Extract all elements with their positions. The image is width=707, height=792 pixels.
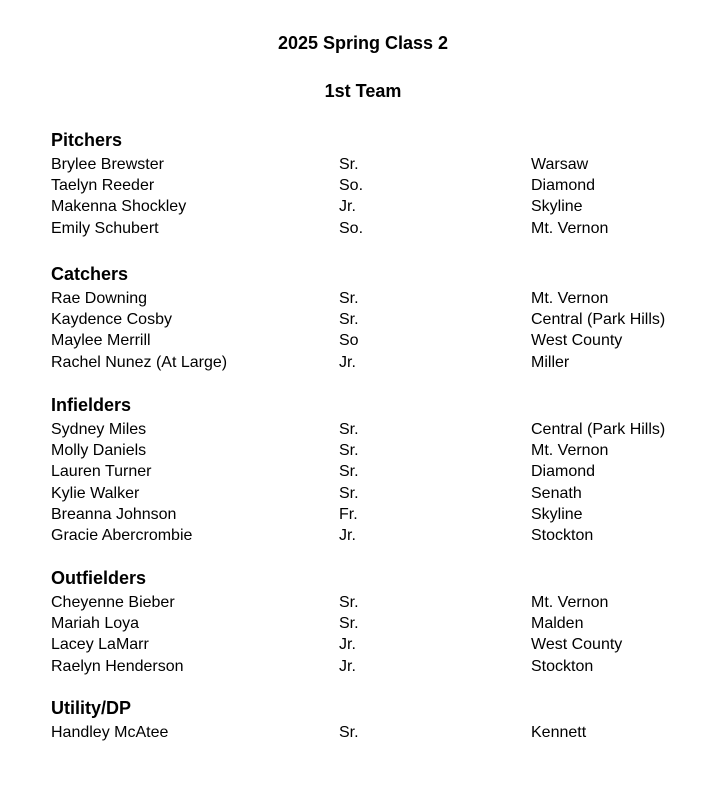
player-row [51, 483, 691, 504]
player-row [51, 592, 691, 613]
section-heading: Outfielders [51, 568, 147, 588]
player-year: Jr. [339, 657, 356, 675]
player-name: Cheyenne Bieber [51, 594, 175, 611]
player-school: West County [531, 636, 623, 654]
section-outfielders [51, 567, 691, 677]
player-name: Breanna Johnson [51, 505, 177, 523]
team-subtitle: 1st Team [324, 81, 402, 101]
player-school: Diamond [531, 177, 596, 195]
player-year: Sr. [339, 442, 359, 460]
section-utility-dp [51, 697, 691, 743]
section-heading: Utility/DP [51, 698, 132, 718]
player-name: Molly Daniels [51, 442, 147, 460]
player-year: Jr. [339, 198, 356, 216]
player-row [51, 613, 691, 634]
player-school: Skyline [531, 505, 583, 523]
player-school: Central (Park Hills) [531, 311, 666, 329]
player-year: So [339, 332, 359, 350]
section-heading: Infielders [51, 395, 132, 415]
player-year: Sr. [339, 463, 359, 481]
player-name: Lauren Turner [51, 463, 152, 481]
player-year: Jr. [339, 526, 356, 544]
player-row [51, 656, 691, 677]
player-row [51, 504, 691, 525]
player-school: West County [531, 332, 623, 350]
player-name: Makenna Shockley [51, 198, 187, 216]
player-school: Mt. Vernon [531, 219, 609, 237]
section-catchers [51, 263, 691, 373]
player-year: So. [339, 219, 364, 237]
player-year: Jr. [339, 636, 356, 654]
player-school: Central (Park Hills) [531, 421, 666, 438]
player-school: Stockton [531, 657, 594, 675]
player-name: Raelyn Henderson [51, 657, 184, 675]
player-name: Kaydence Cosby [51, 311, 172, 329]
player-year: Fr. [339, 505, 358, 523]
player-year: Sr. [339, 421, 359, 438]
player-row [51, 634, 691, 655]
player-school: Skyline [531, 198, 583, 216]
player-row [51, 352, 691, 373]
player-row [51, 288, 691, 309]
player-name: Rachel Nunez (At Large) [51, 353, 228, 371]
player-school: Malden [531, 615, 584, 633]
player-year: Sr. [339, 594, 359, 611]
section-heading: Catchers [51, 264, 129, 284]
player-name: Rae Downing [51, 290, 148, 307]
player-name: Handley McAtee [51, 724, 169, 741]
player-school: Miller [531, 353, 570, 371]
player-name: Taelyn Reeder [51, 177, 155, 195]
player-row [51, 525, 691, 546]
player-row [51, 722, 691, 743]
player-name: Lacey LaMarr [51, 636, 149, 654]
player-year: Sr. [339, 156, 359, 173]
player-year: Sr. [339, 311, 359, 329]
player-year: Sr. [339, 615, 359, 633]
player-row [51, 218, 691, 239]
section-pitchers [51, 129, 691, 239]
player-year: Sr. [339, 290, 359, 307]
player-name: Kylie Walker [51, 484, 140, 502]
player-school: Kennett [531, 724, 587, 741]
player-school: Mt. Vernon [531, 442, 609, 460]
player-row [51, 330, 691, 351]
player-name: Sydney Miles [51, 421, 147, 438]
player-school: Diamond [531, 463, 596, 481]
player-year: Sr. [339, 724, 359, 741]
section-infielders [51, 394, 691, 546]
player-row [51, 419, 691, 440]
player-year: Sr. [339, 484, 359, 502]
section-heading: Pitchers [51, 130, 123, 150]
player-school: Warsaw [531, 156, 589, 173]
player-name: Gracie Abercrombie [51, 526, 193, 544]
player-name: Maylee Merrill [51, 332, 151, 350]
player-school: Mt. Vernon [531, 594, 609, 611]
player-year: Jr. [339, 353, 356, 371]
player-row [51, 154, 691, 175]
player-row [51, 461, 691, 482]
document-title: 2025 Spring Class 2 [277, 33, 449, 53]
player-school: Senath [531, 484, 582, 502]
player-row [51, 196, 691, 217]
player-name: Mariah Loya [51, 615, 140, 633]
player-row [51, 440, 691, 461]
player-row [51, 175, 691, 196]
player-school: Mt. Vernon [531, 290, 609, 307]
player-school: Stockton [531, 526, 594, 544]
player-year: So. [339, 177, 364, 195]
player-name: Brylee Brewster [51, 156, 164, 173]
player-name: Emily Schubert [51, 219, 159, 237]
player-row [51, 309, 691, 330]
